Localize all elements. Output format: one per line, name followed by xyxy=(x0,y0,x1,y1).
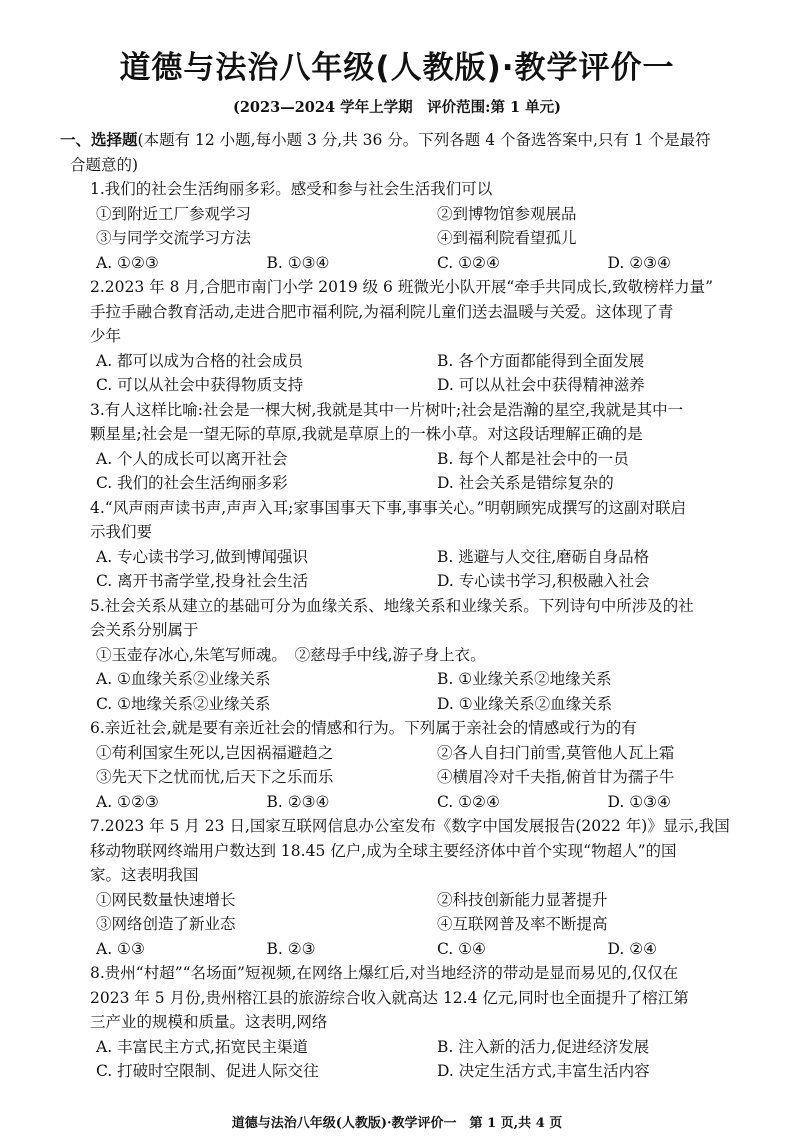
option-b: B. ②③ xyxy=(266,939,316,958)
question-stem: 7.2023 年 5 月 23 日,国家互联网信息办公室发布《数字中国发展报告(2022 年)》显示,我国 xyxy=(90,817,730,835)
section-label: 一、选择题 xyxy=(60,131,138,149)
option-row xyxy=(66,667,778,692)
question-6 xyxy=(66,716,778,814)
option-d: D. 专心读书学习,积极融入社会 xyxy=(437,572,650,590)
option-a: A. ①血缘关系②业缘关系 xyxy=(96,670,271,688)
statement-row xyxy=(66,912,778,937)
statement: ④互联网普及率不断提高 xyxy=(437,915,608,933)
option-a: A. 丰富民主方式,拓宽民主渠道 xyxy=(96,1037,308,1056)
option-c: C. 可以从社会中获得物质支持 xyxy=(96,376,304,394)
option-c: C. 打破时空限制、促进人际交往 xyxy=(96,1062,319,1080)
option-a: A. ①②③ xyxy=(96,792,159,811)
question-stem: 3.有人这样比喻:社会是一棵大树,我就是其中一片树叶;社会是浩瀚的星空,我就是其中一 xyxy=(90,400,684,419)
option-row xyxy=(66,545,778,570)
question-stem: 8.贵州“村超”“名场面”短视频,在网络上爆红后,对当地经济的带动是显而易见的,仅仅在 xyxy=(90,964,679,982)
option-c: C. ①④ xyxy=(437,939,486,958)
option-d: D. 社会关系是错综复杂的 xyxy=(437,474,614,492)
page-title: 道德与法治八年级(人教版)·教学评价一 xyxy=(119,50,675,86)
statement: ②到博物馆参观展品 xyxy=(437,204,577,223)
statement: ④横眉冷对千夫指,俯首甘为孺子牛 xyxy=(437,768,675,786)
question-1 xyxy=(66,177,778,275)
page-subtitle: (2023—2024 学年上学期 评价范围:第 1 单元) xyxy=(232,99,562,116)
question-stem: 4.“风声雨声读书声,声声入耳;家事国事天下事,事事关心。”明朝顾宪成撰写的这副对联启 xyxy=(90,498,686,517)
option-b: B. 注入新的活力,促进经济发展 xyxy=(437,1037,650,1056)
option-b: B. 逃避与人交往,磨砺自身品格 xyxy=(437,547,650,566)
option-row xyxy=(66,790,778,815)
question-stem: 6.亲近社会,就是要有亲近社会的情感和行为。下列属于亲社会的情感或行为的有 xyxy=(90,719,637,737)
option-d: D. 可以从社会中获得精神滋养 xyxy=(437,376,645,394)
section-description-continued: 合题意的) xyxy=(70,155,139,174)
question-7 xyxy=(66,814,778,961)
page-footer: 道德与法治八年级(人教版)·教学评价一 第 1 页,共 4 页 xyxy=(231,1116,563,1131)
option-row xyxy=(66,471,778,496)
option-b: B. ①③④ xyxy=(266,253,330,272)
statement: ①玉壶存冰心,朱笔写师魂。 ②慈母手中线,游子身上衣。 xyxy=(96,645,486,664)
option-b: B. 每个人都是社会中的一员 xyxy=(437,449,629,468)
option-d: D. 决定生活方式,丰富生活内容 xyxy=(437,1062,650,1080)
statement: ③与同学交流学习方法 xyxy=(96,229,252,247)
option-c: C. ①②④ xyxy=(437,253,500,272)
statement: ②科技创新能力显著提升 xyxy=(437,890,608,909)
option-a: A. 专心读书学习,做到博闻强识 xyxy=(96,547,308,566)
statement: ②各人自扫门前雪,莫管他人瓦上霜 xyxy=(437,743,675,762)
section-heading xyxy=(60,128,778,153)
option-row xyxy=(66,447,778,472)
question-stem-continued: 示我们要 xyxy=(90,523,153,541)
option-row xyxy=(66,373,778,398)
option-a: A. 都可以成为合格的社会成员 xyxy=(96,351,304,370)
option-c: C. ①地缘关系②业缘关系 xyxy=(96,694,271,713)
option-b: B. 各个方面都能得到全面发展 xyxy=(437,351,645,370)
question-stem-continued: 颗星星;社会是一望无际的草原,我就是草原上的一株小草。对这段话理解正确的是 xyxy=(90,425,643,443)
statement: ①苟利国家生死以,岂因祸福避趋之 xyxy=(96,743,334,762)
question-stem: 2.2023 年 8 月,合肥市南门小学 2019 级 6 班微光小队开展“牵手共同成长,致敬榜样力量” xyxy=(90,278,714,296)
question-stem-continued: 家。这表明我国 xyxy=(90,866,199,884)
option-row xyxy=(66,692,778,717)
statement-row xyxy=(66,888,778,913)
statement: ④到福利院看望孤儿 xyxy=(437,229,577,247)
option-c: C. 离开书斋学堂,投身社会生活 xyxy=(96,572,309,590)
statement: ③先天下之忧而忧,后天下之乐而乐 xyxy=(96,768,334,786)
question-stem-continued: 三产业的规模和质量。这表明,网络 xyxy=(90,1013,328,1031)
option-b: B. ①业缘关系②地缘关系 xyxy=(437,670,612,688)
question-stem-continued: 会关系分别属于 xyxy=(90,621,199,639)
option-d: D. ①业缘关系②血缘关系 xyxy=(437,694,613,713)
option-a: A. 个人的成长可以离开社会 xyxy=(96,449,288,468)
question-stem-continued: 移动物联网终端用户数达到 18.45 亿户,成为全球主要经济体中首个实现“物超人”的国 xyxy=(90,841,677,860)
option-row xyxy=(66,349,778,374)
option-d: D. ①③④ xyxy=(607,792,671,811)
option-row xyxy=(66,1059,778,1084)
question-stem-continued: 少年 xyxy=(90,327,122,345)
question-2 xyxy=(66,275,778,398)
option-d: D. ②④ xyxy=(607,939,658,958)
statement: ①到附近工厂参观学习 xyxy=(96,204,252,223)
statement-row xyxy=(66,741,778,766)
option-a: A. ①②③ xyxy=(96,253,159,272)
statement-row xyxy=(66,765,778,790)
question-5 xyxy=(66,594,778,717)
option-row xyxy=(66,569,778,594)
option-c: C. ①②④ xyxy=(437,792,500,811)
question-stem: 5.社会关系从建立的基础可分为血缘关系、地缘关系和业缘关系。下列诗句中所涉及的社 xyxy=(90,596,694,615)
section-description: (本题有 12 小题,每小题 3 分,共 36 分。下列各题 4 个备选答案中,只有 1 个是最符 xyxy=(137,131,711,149)
option-a: A. ①③ xyxy=(96,939,145,958)
statement: ①网民数量快速增长 xyxy=(96,890,236,909)
option-row xyxy=(66,937,778,962)
exam-content xyxy=(60,128,778,1084)
question-stem: 1.我们的社会生活绚丽多彩。感受和参与社会生活我们可以 xyxy=(90,180,493,198)
option-row xyxy=(66,251,778,276)
question-4 xyxy=(66,496,778,594)
option-row xyxy=(66,1035,778,1060)
question-stem-continued: 手拉手融合教育活动,走进合肥市福利院,为福利院儿童们送去温暖与关爱。这体现了青 xyxy=(90,302,674,321)
question-3 xyxy=(66,398,778,496)
statement-row xyxy=(66,643,778,668)
question-stem-continued: 2023 年 5 月份,贵州榕江县的旅游综合收入就高达 12.4 亿元,同时也全面提升了榕江第 xyxy=(90,988,689,1007)
statement: ③网络创造了新业态 xyxy=(96,915,236,933)
option-b: B. ②③④ xyxy=(266,792,330,811)
option-c: C. 我们的社会生活绚丽多彩 xyxy=(96,474,288,492)
statement-row xyxy=(66,226,778,251)
question-8 xyxy=(66,961,778,1084)
statement-row xyxy=(66,202,778,227)
option-d: D. ②③④ xyxy=(607,253,671,272)
